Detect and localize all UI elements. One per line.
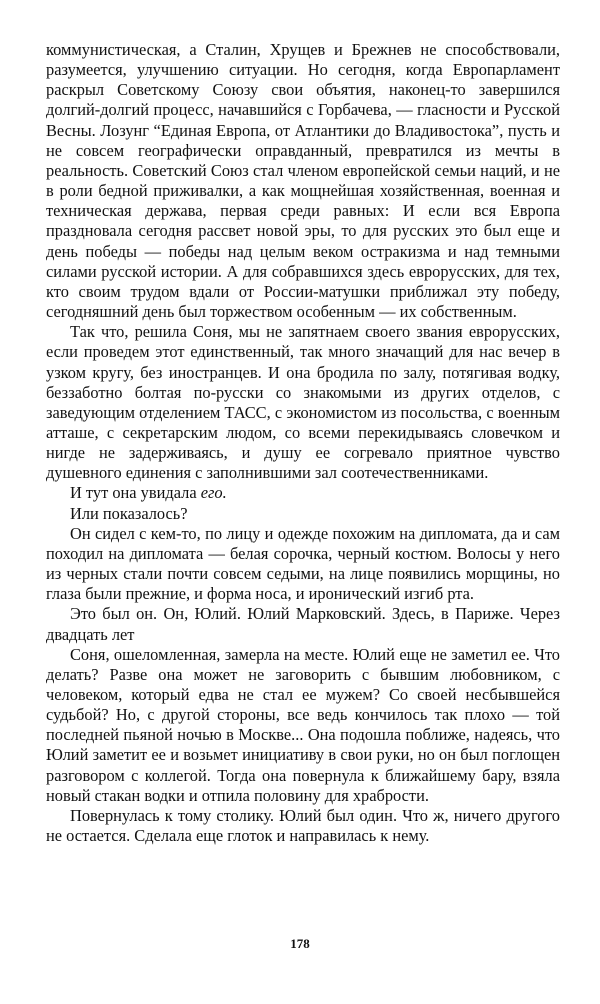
paragraph-6: Это был он. Он, Юлий. Юлий Марковский. Здесь, в Париже. Через двадцать лет <box>46 604 560 644</box>
page-number: 178 <box>290 936 310 951</box>
paragraph-8: Повернулась к тому столику. Юлий был один. Что ж, ничего другого не остается. Сделала еще глоток и направилась к нему. <box>46 805 560 846</box>
paragraph-4: Или показалось? <box>70 503 188 523</box>
paragraph-3-text: И тут она увидала <box>70 483 201 503</box>
paragraph-2: Так что, решила Соня, мы не запятнаем своего звания еврорусских, если проведем этот единственный, так много значащий для нас вечер в узком кругу, без иностранцев. И она бродила по залу, потягивая водку, беззаботно болтая по-русски со знакомыми из других отделов, с заведующим отделением ТАСС, с экономистом из посольства, с военным атташе, с секретарским людом, со всеми перекидываясь словечком и нигде не задерживаясь, и душу ее согревало приятное чувство душевного единения с заполнившими зал соотечественниками. <box>46 322 560 483</box>
paragraph-3 <box>46 483 560 503</box>
paragraph-7: Соня, ошеломленная, замерла на месте. Юлий еще не заметил ее. Что делать? Разве она может не заговорить с бывшим любовником, с человеком, который едва не стал ее мужем? Со своей несбывшейся судьбой? Но, с другой стороны, все ведь кончилось так плохо — той последней пьяной ночью в Москве... Она подошла поближе, надеясь, что Юлий заметит ее и возьмет инициативу в свои руки, но он был поглощен разговором с коллегой. Тогда она повернула к ближайшему бару, взяла новый стакан водки и отпила половину для храбрости. <box>46 644 560 805</box>
paragraph-5: Он сидел с кем-то, по лицу и одежде похожим на дипломата, да и сам походил на дипломата — белая сорочка, черный костюм. Волосы у него из черных стали почти совсем седыми, на лице появились морщины, но глаза были прежние, и форма носа, и иронический изгиб рта. <box>46 523 560 604</box>
paragraph-3-emphasis: его. <box>200 483 227 503</box>
paragraph-1: коммунистическая, а Сталин, Хрущев и Брежнев не способствовали, разумеется, улучшению ситуации. Но сегодня, когда Европарламент раскрыл Советскому Союзу свои объятия, наконец-то завершился долгий-долгий процесс, начавшийся с Горбачева, — гласности и Русской Весны. Лозунг “Единая Европа, от Атлантики до Владивостока”, пусть и не совсем географически оправданный, превратился из мечты в реальность. Советский Союз стал членом европейской семьи наций, и не в роли бедной приживалки, а как мощнейшая хозяйственная, военная и техническая держава, первая среди равных: И если вся Европа праздновала сегодня рассвет новой эры, то для русских это был еще и день победы — победы над целым веком остракизма и над темными силами русской истории. А для собравшихся здесь еврорусских, для тех, кто своим трудом вдали от России-матушки приближал эту победу, сегодняшний день был торжеством особенным — их собственным. <box>46 40 560 322</box>
